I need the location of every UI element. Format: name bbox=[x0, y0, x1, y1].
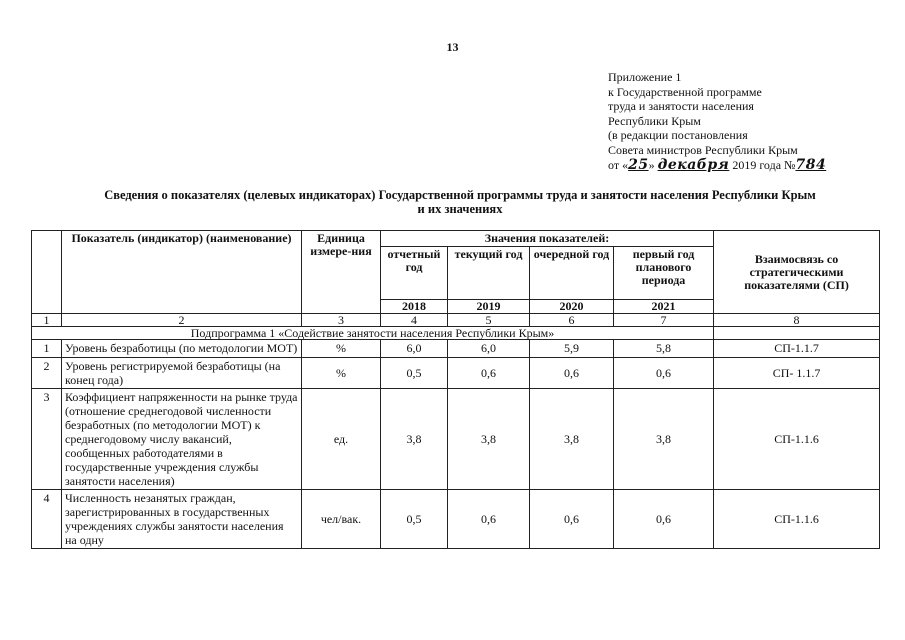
row-value-2019: 6,0 bbox=[448, 340, 530, 358]
row-value-2019: 3,8 bbox=[448, 389, 530, 490]
row-number: 3 bbox=[32, 389, 62, 490]
row-indicator: Уровень безработицы (по методологии МОТ) bbox=[62, 340, 302, 358]
row-value-2020: 0,6 bbox=[530, 358, 614, 389]
row-indicator: Уровень регистрируемой безработицы (на конец года) bbox=[62, 358, 302, 389]
table-row bbox=[32, 340, 880, 358]
appendix-line: труда и занятости населения bbox=[608, 99, 754, 114]
header-reporting: отчетный год bbox=[381, 247, 448, 300]
column-number: 4 bbox=[381, 314, 448, 327]
row-value-2019: 0,6 bbox=[448, 358, 530, 389]
subprogram-empty bbox=[714, 327, 880, 340]
year-cell: 2019 bbox=[448, 300, 530, 314]
date-year: 2019 года № bbox=[729, 157, 796, 172]
row-value-2019: 0,6 bbox=[448, 490, 530, 549]
appendix-line: к Государственной программе bbox=[608, 84, 762, 99]
column-number-row bbox=[32, 314, 880, 327]
appendix-line: Приложение 1 bbox=[608, 70, 682, 84]
row-number: 1 bbox=[32, 340, 62, 358]
row-value-2021: 0,6 bbox=[614, 490, 714, 549]
column-number: 6 bbox=[530, 314, 614, 327]
column-number: 3 bbox=[302, 314, 381, 327]
appendix-line: Совета министров Республики Крым bbox=[608, 142, 798, 157]
row-value-2020: 3,8 bbox=[530, 389, 614, 490]
table-row bbox=[32, 389, 880, 490]
document-title bbox=[60, 188, 860, 216]
row-unit: ед. bbox=[302, 389, 381, 490]
row-sp: СП-1.1.7 bbox=[714, 340, 880, 358]
row-number: 2 bbox=[32, 358, 62, 389]
appendix-line: Республики Крым bbox=[608, 113, 701, 128]
column-number: 7 bbox=[614, 314, 714, 327]
row-value-2018: 3,8 bbox=[381, 389, 448, 490]
row-indicator: Численность незанятых граждан, зарегистрированных в государственных учреждениях службы занятости населения на одну bbox=[62, 490, 302, 549]
column-number: 5 bbox=[448, 314, 530, 327]
appendix-line: (в редакции постановления bbox=[608, 128, 748, 143]
row-indicator: Коэффициент напряженности на рынке труда (отношение среднегодовой численности безработных (по методологии МОТ) к среднегодовому числу вакансий, сообщенных работодателями в государственные учреждения службы занятости населения) bbox=[62, 389, 302, 490]
row-value-2021: 5,8 bbox=[614, 340, 714, 358]
row-value-2020: 5,9 bbox=[530, 340, 614, 358]
title-line-2: и их значениях bbox=[417, 202, 503, 216]
column-number: 2 bbox=[62, 314, 302, 327]
row-value-2021: 3,8 bbox=[614, 389, 714, 490]
row-sp: СП-1.1.6 bbox=[714, 490, 880, 549]
date-prefix: от « bbox=[608, 157, 629, 172]
header-empty bbox=[32, 231, 62, 314]
header-next: очередной год bbox=[530, 247, 614, 300]
row-value-2018: 6,0 bbox=[381, 340, 448, 358]
row-value-2018: 0,5 bbox=[381, 358, 448, 389]
subprogram-row bbox=[32, 327, 880, 340]
year-cell: 2021 bbox=[614, 300, 714, 314]
header-unit: Единица измере-ния bbox=[302, 231, 381, 314]
appendix-block bbox=[608, 70, 826, 172]
appendix-date-line bbox=[608, 158, 826, 173]
page-number: 13 bbox=[446, 40, 459, 54]
column-number: 8 bbox=[714, 314, 880, 327]
row-number: 4 bbox=[32, 490, 62, 549]
header-first-plan: первый год планового периода bbox=[614, 247, 714, 300]
date-sep: » bbox=[648, 157, 655, 172]
header-values: Значения показателей: bbox=[381, 231, 714, 247]
column-number: 1 bbox=[32, 314, 62, 327]
title-line-1: Сведения о показателях (целевых индикаторах) Государственной программы труда и занятости населения Республики Крым bbox=[104, 188, 816, 202]
header-current: текущий год bbox=[448, 247, 530, 300]
header-row bbox=[32, 231, 880, 247]
date-day: 25 bbox=[628, 156, 649, 173]
row-value-2018: 0,5 bbox=[381, 490, 448, 549]
table-row bbox=[32, 490, 880, 549]
subprogram-title: Подпрограмма 1 «Содействие занятости населения Республики Крым» bbox=[32, 327, 714, 340]
table-row bbox=[32, 358, 880, 389]
row-unit: чел/вак. bbox=[302, 490, 381, 549]
row-value-2021: 0,6 bbox=[614, 358, 714, 389]
doc-number: 784 bbox=[795, 156, 827, 173]
header-indicator: Показатель (индикатор) (наименование) bbox=[62, 231, 302, 314]
row-unit: % bbox=[302, 358, 381, 389]
indicators-table bbox=[31, 230, 880, 549]
date-month: декабря bbox=[657, 156, 730, 173]
row-sp: СП- 1.1.7 bbox=[714, 358, 880, 389]
year-cell: 2020 bbox=[530, 300, 614, 314]
header-relation: Взаимосвязь со стратегическими показателями (СП) bbox=[714, 231, 880, 314]
row-unit: % bbox=[302, 340, 381, 358]
year-cell: 2018 bbox=[381, 300, 448, 314]
row-sp: СП-1.1.6 bbox=[714, 389, 880, 490]
row-value-2020: 0,6 bbox=[530, 490, 614, 549]
